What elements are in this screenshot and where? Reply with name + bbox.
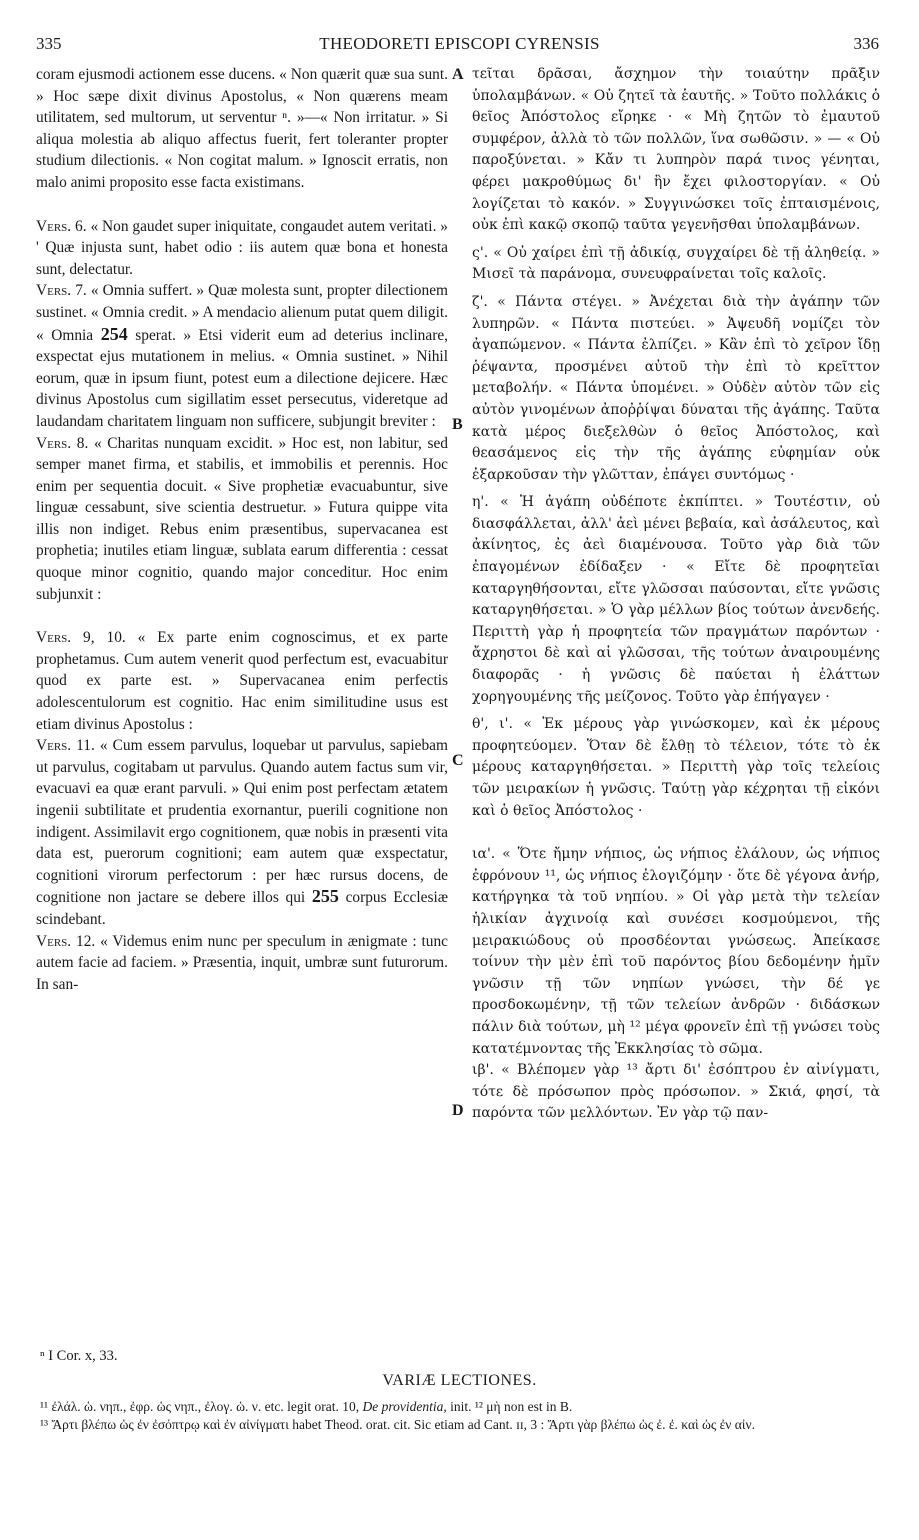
running-title: THEODORETI EPISCOPI CYRENSIS <box>319 34 600 53</box>
variant-note: ¹³ Ἄρτι βλέπω ὡς ἐν ἐσόπτρῳ καὶ ἐν αἰνίγματι habet Theod. orat. cit. Sic etiam ad Cant. ɪɪ, 3 : Ἄρτι γὰρ βλέπω ὡς ἐ. ἐ. καὶ ὡς ἐν αἰν. <box>40 1416 755 1432</box>
greek-paragraph: η'. « Ἡ ἀγάπη οὐδέποτε ἐκπίπτει. » Τουτέστιν, οὐ διασφάλλεται, ἀλλ' ἀεὶ μένει βεβαία, καὶ ἀσάλευτος, καὶ ἀκίνητος, ἐς ἀεὶ διαμένουσα. Τοῦτο γὰρ διὰ τῶν ἐπαγομένων ἐδίδαξεν · « Εἴτε δὲ προφητεῖαι καταργηθήσονται, εἴτε γλῶσσαι παύσονται, εἴτε γνῶσις καταργηθήσεται. » Ὁ γὰρ μέλλων βίος τούτων ἀνενδεής. Περιττὴ γὰρ ἡ προφητεία τῶν πραγμάτων παρόντων · ἄχρηστοι δὲ καὶ αἱ γλῶσσαι, τῆς τούτων ἀναιρουμένης διαφορᾶς · ἡ γνῶσις δὲ παύεται ἡ ἐλάττων χορηγουμένης τῆς μείζονος. Τοῦτο γὰρ ἐπήγαγεν · <box>472 494 880 705</box>
variae-lectiones <box>40 1398 890 1433</box>
verse-label: Vers. 7. <box>36 282 87 300</box>
latin-paragraph <box>36 931 448 996</box>
latin-text: « Videmus enim nunc per speculum in ænigmate : tunc autem facie ad faciem. » Præsentia, inquit, umbræ sunt futurorum. In san- <box>36 932 448 993</box>
greek-paragraph: ς'. « Οὐ χαίρει ἐπὶ τῇ ἀδικίᾳ, συγχαίρει δὲ τῇ ἀληθείᾳ. » Μισεῖ τὰ παράνομα, συνευφραίνεται τοῖς καλοῖς. <box>472 244 880 283</box>
greek-paragraph: ια'. « Ὅτε ἤμην νήπιος, ὡς νήπιος ἐλάλουν, ὡς νήπιος ἐφρόνουν ¹¹, ὡς νήπιος ἐλογιζόμην · ὅτε δὲ γέγονα ἀνήρ, κατήργηκα τὰ τοῦ νηπίου. » Οἱ γὰρ μετὰ τὴν τελείαν ἡλικίαν ἀγχινοίᾳ καὶ συνέσει κοσμούμενοι, τῆς μειρακιώδους οὐ προσδέονται γνώσεως. Ἀπείκασε τοίνυν τὴν μὲν ἐπὶ τοῦ παρόντος βίου δεδομένην ἡμῖν γνῶσιν τῇ τῶν νηπίων γνώσει, τὴν δέ γε προσδοκωμένην, τῇ τῶν τελείων ἀνδρῶν · διδάσκων πάλιν διὰ τούτων, μὴ ¹² μέγα φρονεῖν ἐπὶ τῇ γνώσει τοὺς κατατέμνοντας τῆς Ἐκκλησίας τὸ σῶμα. <box>472 846 880 1057</box>
greek-paragraph: θ', ι'. « Ἐκ μέρους γὰρ γινώσκομεν, καὶ ἐκ μέρους προφητεύομεν. Ὅταν δὲ ἔλθῃ τὸ τέλειον, τότε τὸ ἐκ μέρους καταργηθήσεται. » Περιττὴ γὰρ τοῖς τελείοις τῶν μειρακίων ἡ γνῶσις. Ταύτῃ γὰρ κέχρηται τῇ εἰκόνι καὶ ὁ θεῖος Ἀπόστολος · <box>472 716 880 819</box>
latin-paragraph <box>36 735 448 930</box>
variant-note <box>40 1398 890 1416</box>
verse-label: Vers. 6. <box>36 217 87 235</box>
latin-paragraph <box>36 627 448 735</box>
variae-lectiones-title: VARIÆ LECTIONES. <box>382 1372 537 1389</box>
verse-label: Vers. 11. <box>36 737 95 755</box>
latin-text: « Omnia suffert. » Quæ molesta sunt, propter dilectionem sustinet. « Omnia credit. » A mendacio alienum putat quem diligit. « Omnia <box>36 282 448 344</box>
latin-paragraph <box>36 280 448 432</box>
margin-letter-d: D <box>452 1102 464 1119</box>
greek-paragraph: τεῖται δρᾶσαι, ἄσχημον τὴν τοιαύτην πρᾶξιν ὑπολαμβάνων. « Οὐ ζητεῖ τὰ ἑαυτῆς. » Τοῦτο πολλάκις ὁ θεῖος Ἀπόστολος εἴρηκε · « Μὴ ζητῶν τὸ ἐμαυτοῦ συμφέρον, ἀλλὰ τὸ τῶν πολλῶν, ἵνα σωθῶσιν. » — « Οὐ παροξύνεται. » Κἄν τι λυπηρὸν παρά τινος γένηται, φέρει μακροθύμως δι' ἣν ἔχει φιλοστοργίαν. « Οὐ λογίζεται τὸ κακόν. » Συγγινώσκει τοῖς ἐπταισμένοις, οὐκ ἐπὶ κακῷ σκοπῷ ταῦτα γεγενῆσθαι ὑπολαμβάνων. <box>472 66 880 234</box>
greek-paragraph: ιβ'. « Βλέπομεν γὰρ ¹³ ἄρτι δι' ἐσόπτρου ἐν αἰνίγματι, τότε δὲ πρόσωπον πρὸς πρόσωπον. » Σκιά, φησί, τὰ παρόντα τῶν μελλόντων. Ἐν γὰρ τῷ παν- <box>472 1062 880 1122</box>
margin-letter-a: A <box>452 66 464 83</box>
footnote: ⁿ I Cor. x, 33. <box>40 1348 118 1364</box>
page-number-left: 335 <box>36 34 62 53</box>
variant-title: De providentia <box>362 1399 444 1414</box>
page-header <box>0 34 919 60</box>
latin-paragraph <box>36 433 448 606</box>
latin-text: « Charitas nunquam excidit. » Hoc est, non labitur, sed semper manet firma, et stabilis, et immobilis et perennis. Hoc enim per sequentia docuit. « Sive prophetiæ evacuabuntur, sive linguæ cessabunt, sive scientia destruetur. » Futura quippe vita illis non indiget. Rebus enim præsentibus, supervacanea est prophetia; inutiles etiam linguæ, sublata earum differentia : cessat quoque minor cognitio, quando major conceditur. Hoc enim subjunxit : <box>36 434 448 603</box>
variant-text: , init. ¹² μὴ non est in B. <box>443 1399 573 1414</box>
verse-label: Vers. 8. <box>36 434 89 452</box>
latin-text: « Non gaudet super iniquitate, congaudet autem veritati. » ' Quæ injusta sunt, habet odio : iis autem quæ bona et honesta sunt, delectatur. <box>36 217 448 278</box>
latin-paragraph <box>36 216 448 281</box>
variant-text: ¹¹ ἐλάλ. ὡ. νηπ., ἐφρ. ὡς νηπ., ἐλογ. ὡ. ν. etc. legit orat. 10, <box>40 1399 363 1414</box>
verse-label: Vers. 9, 10. <box>36 629 126 647</box>
latin-text: « Cum essem parvulus, loquebar ut parvulus, sapiebam ut parvulus, cogitabam ut parvulus. Quando autem factus sum vir, evacuavi ea quæ erant parvuli. » Qui enim post perfectam ætatem ingenii subtilitate et prudentia exornantur, puerili cognitione non indigent. Assimilavit ergo cognitionem, quæ nobis in præsenti vita data est, puerorum cognitioni; eam autem quæ exspectatur, cognitioni virorum perfectorum : per hæc rursus docens, de cognitione non jactare se debere illos qui <box>36 737 448 907</box>
column-number: 254 <box>100 323 128 344</box>
latin-text: « Ex parte enim cognoscimus, et ex parte prophetamus. Cum autem venerit quod perfectum est, evacuabitur quod ex parte est. » Supervacanea enim perfectis adolescentulorum est cognitio. Hac enim similitudine usus est etiam divinus Apostolus : <box>36 629 448 733</box>
greek-column <box>472 64 880 1125</box>
page-number-right: 336 <box>853 34 879 53</box>
margin-letter-c: C <box>452 752 464 769</box>
margin-letter-b: B <box>452 416 463 433</box>
latin-paragraph: coram ejusmodi actionem esse ducens. « Non quærit quæ sua sunt. » Hoc sæpe dixit divinus Apostolus, « Non quærens meam utilitatem, sed multorum, ut serventur ⁿ. »—« Non irritatur. » Si aliqua molestia ab aliquo affectus fuerit, fert toleranter propter studium dilectionis. « Non cogitat malum. » Ignoscit erratis, non malo animi proposito esse facta existimans. <box>36 66 448 191</box>
greek-paragraph: ζ'. « Πάντα στέγει. » Ἀνέχεται διὰ τὴν ἀγάπην τῶν λυπηρῶν. « Πάντα πιστεύει. » Ἀψευδῆ νομίζει τὸν ἀγαπώμενον. « Πάντα ἐλπίζει. » Κἂν ἐπὶ τὸ χεῖρον ἴδῃ ῥέψαντα, προσμένει αὐτοῦ τὴν ἐπὶ τὸ κρεῖττον μεταβολήν. « Πάντα ὑπομένει. » Οὐδὲν αὐτὸν τῶν εἰς αὐτὸν γινομένων ἀποῤῥίψαι δύναται τῆς ἀγάπης. Ταῦτα κατὰ μέρος διεξελθὼν ὁ θεῖος Ἀπόστολος, καὶ θεασάμενος εἰς τὴν τῆς ἀγάπης εὐφημίαν οὐκ ἐξαρκοῦσαν τὴν γλῶτταν, ἐπάγει συντόμως · <box>472 293 880 483</box>
latin-column <box>36 64 448 995</box>
verse-label: Vers. 12. <box>36 932 96 950</box>
latin-text: corpus Ecclesiæ scindebant. <box>36 889 448 928</box>
latin-text: sperat. » Etsi viderit eum ad deterius inclinare, exspectat ejus mutationem in melius. « Omnia sustinet. » Nihil eorum, quæ in ipsum fiunt, potest eum a dilectione dejicere. Hæc divinus Apostolus cum sigillatim esset persecutus, videretque ad laudandam charitatem linguam non sufficere, subjungit breviter : <box>36 326 448 430</box>
column-number: 255 <box>311 886 339 907</box>
